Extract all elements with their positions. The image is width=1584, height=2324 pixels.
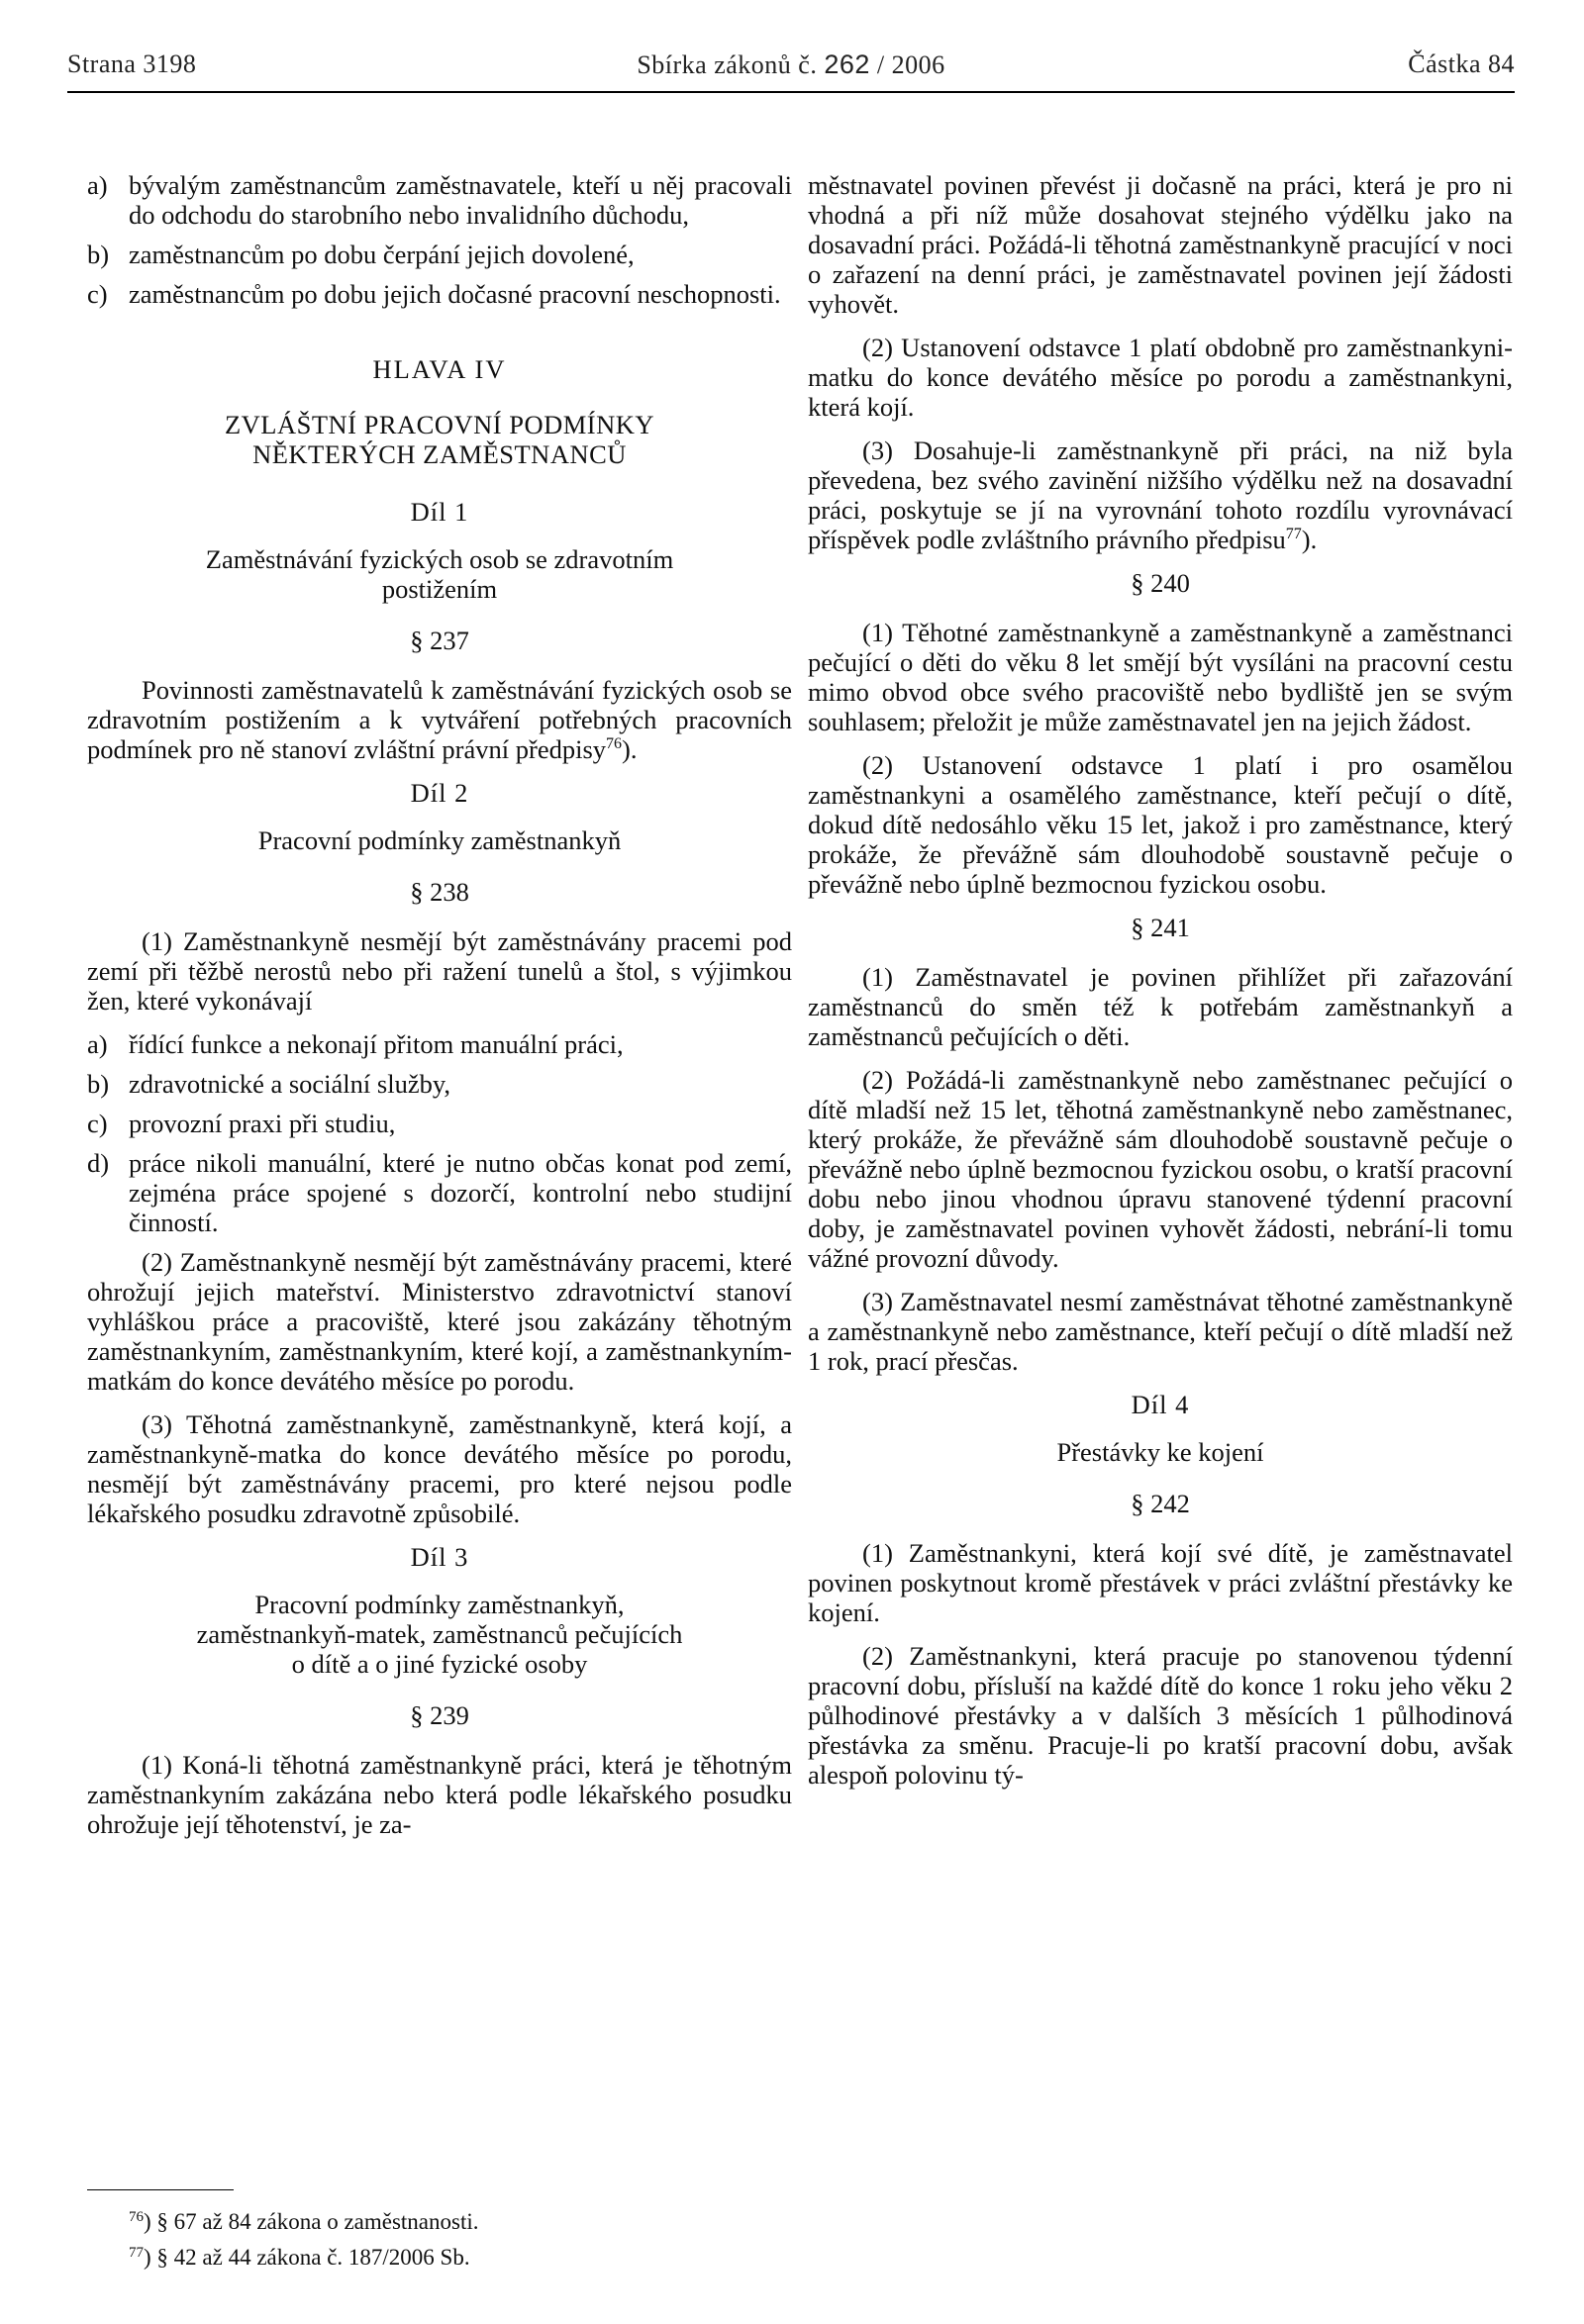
- list-item: [87, 1109, 792, 1138]
- footnote-rule: [87, 2189, 234, 2190]
- part-title: [87, 1590, 792, 1679]
- paragraph-end: ).: [622, 734, 638, 764]
- footnote-ref: 76: [606, 735, 623, 752]
- paragraph: [808, 436, 1513, 554]
- list-item-label: c): [87, 1109, 108, 1138]
- footnote: [129, 2245, 470, 2271]
- collection-number: 262: [824, 49, 870, 79]
- right-column: [808, 170, 1513, 1803]
- collection-year: / 2006: [876, 50, 945, 79]
- list-item-text: bývalým zaměstnancům zaměstnavatele, kteří u něj pracovali do odchodu do starobního nebo invalidního důchodu,: [129, 170, 792, 230]
- paragraph: (2) Požádá-li zaměstnankyně nebo zaměstnanec pečující o dítě mladší než 15 let, těhotná zaměstnankyně nebo zaměstnanec, který prokáže, že převážně sám dlouhodobě soustavně pečuje o převážně nebo úplně bezmocnou fyzickou osobu, o kratší pracovní dobu nebo jinou vhodnou úpravu stanovené týdenní pracovní doby, je zaměstnavatel povinen vyhovět žádosti, nebrání-li tomu vážné provozní důvody.: [808, 1065, 1513, 1273]
- part-title-line: Pracovní podmínky zaměstnankyň,: [254, 1590, 625, 1619]
- footnote-number: 76: [129, 2209, 144, 2225]
- section-heading: § 238: [410, 877, 469, 907]
- part-title-line: Zaměstnávání fyzických osob se zdravotním: [205, 544, 674, 574]
- paragraph: [87, 675, 792, 764]
- footnote-number: 77: [129, 2245, 144, 2261]
- list-item-label: b): [87, 240, 110, 269]
- paragraph: (1) Těhotné zaměstnankyně a zaměstnankyně a zaměstnanci pečující o děti do věku 8 let smějí být vysíláni na pracovní cestu mimo obvod obce svého pracoviště nebo bydliště jen se svým souhlasem; přeložit je může zaměstnavatel jen na jejich žádost.: [808, 618, 1513, 736]
- collection-title: [67, 49, 1515, 80]
- page-number: Strana 3198: [67, 49, 197, 78]
- list-item-text: zaměstnancům po dobu čerpání jejich dovolené,: [129, 240, 635, 269]
- paragraph: (2) Zaměstnankyně nesmějí být zaměstnávány pracemi, které ohrožují jejich mateřství. Ministerstvo zdravotnictví stanoví vyhláškou práce a pracoviště, které jsou zakázány těhotným zaměstnankyním, zaměstnankyním, které kojí, a zaměstnankyním-matkám do konce devátého měsíce po porodu.: [87, 1247, 792, 1396]
- section-heading: § 237: [410, 626, 469, 655]
- paragraph: (1) Zaměstnankyně nesmějí být zaměstnávány pracemi pod zemí při těžbě nerostů nebo při ražení tunelů a štol, s výjimkou žen, které vykonávají: [87, 926, 792, 1016]
- list-item: [87, 1029, 792, 1059]
- paragraph-text: (3) Dosahuje-li zaměstnankyně při práci, na niž byla převedena, bez svého zavinění nižšího výdělku než na dosavadní práci, poskytuje se jí na vyrovnání tohoto rozdílu vyrovnávací příspěvek podle zvláštního právního předpisu: [808, 436, 1513, 554]
- part-title: Přestávky ke kojení: [1056, 1437, 1264, 1467]
- footnote-text: ) § 42 až 44 zákona č. 187/2006 Sb.: [144, 2245, 470, 2270]
- paragraph: (3) Těhotná zaměstnankyně, zaměstnankyně, která kojí, a zaměstnankyně-matka do konce devátého měsíce po porodu, nesmějí být zaměstnávány pracemi, pro které nejsou podle lékařského posudku zdravotně způsobilé.: [87, 1409, 792, 1528]
- list-item-label: c): [87, 279, 108, 309]
- section-heading: § 240: [1131, 568, 1190, 598]
- part-heading: Díl 3: [410, 1542, 469, 1572]
- part-heading: Díl 1: [410, 497, 469, 527]
- list-item-label: a): [87, 1029, 108, 1059]
- chapter-heading: HLAVA IV: [372, 354, 507, 384]
- list-item-label: d): [87, 1148, 110, 1178]
- paragraph: (2) Ustanovení odstavce 1 platí obdobně pro zaměstnankyni-matku do konce devátého měsíce po porodu a zaměstnankyni, která kojí.: [808, 333, 1513, 422]
- list-item-text: řídící funkce a nekonají přitom manuální práci,: [129, 1029, 624, 1059]
- left-column: [87, 170, 792, 1853]
- footnote-ref: 77: [1285, 526, 1302, 542]
- paragraph: (1) Koná-li těhotná zaměstnankyně práci, která je těhotným zaměstnankyním zakázána nebo která podle lékařského posudku ohrožuje její těhotenství, je za-: [87, 1750, 792, 1839]
- paragraph: (2) Ustanovení odstavce 1 platí i pro osamělou zaměstnankyni a osamělého zaměstnance, kteří pečují o dítě, dokud dítě nedosáhlo věku 15 let, jakož i pro zaměstnance, který prokáže, že převážně sám dlouhodobě soustavně pečuje o převážně nebo úplně bezmocnou fyzickou osobu.: [808, 750, 1513, 899]
- part-heading: Díl 4: [1131, 1390, 1190, 1419]
- part-title-line: zaměstnankyň-matek, zaměstnanců pečujících: [196, 1619, 683, 1649]
- list-item: [87, 1148, 792, 1237]
- page-header: [67, 49, 1515, 89]
- part-title-line: o dítě a o jiné fyzické osoby: [291, 1649, 588, 1679]
- paragraph: (3) Zaměstnavatel nesmí zaměstnávat těhotné zaměstnankyně a zaměstnankyně nebo zaměstnance, kteří pečují o dítě mladší než 1 rok, prací přesčas.: [808, 1287, 1513, 1376]
- list-item-label: a): [87, 170, 108, 200]
- part-title: [87, 544, 792, 604]
- footnote-text: ) § 67 až 84 zákona o zaměstnanosti.: [144, 2209, 479, 2234]
- paragraph-continuation: městnavatel povinen převést ji dočasně na práci, která je pro ni vhodná a při níž může dosahovat stejného výdělku jako na dosavadní práci. Požádá-li těhotná zaměstnankyně pracující v noci o zařazení na denní práci, je zaměstnavatel povinen její žádosti vyhovět.: [808, 170, 1513, 319]
- section-heading: § 241: [1131, 913, 1190, 942]
- list-item-text: provozní praxi při studiu,: [129, 1109, 396, 1138]
- paragraph: (1) Zaměstnavatel je povinen přihlížet při zařazování zaměstnanců do směn též k potřebám zaměstnankyň a zaměstnanců pečujících o děti.: [808, 962, 1513, 1051]
- list-item: [87, 170, 792, 230]
- header-rule: [67, 91, 1515, 93]
- paragraph: (2) Zaměstnankyni, která pracuje po stanovenou týdenní pracovní dobu, přísluší na každé dítě do konce 1 roku jeho věku 2 půlhodinové přestávky a v dalších 3 měsících 1 půlhodinová přestávka za směnu. Pracuje-li po kratší pracovní dobu, avšak alespoň polovinu tý-: [808, 1641, 1513, 1790]
- paragraph-end: ).: [1301, 525, 1318, 554]
- part-heading: Díl 2: [410, 778, 469, 808]
- section-heading: § 242: [1131, 1489, 1190, 1518]
- list-item-text: zaměstnancům po dobu jejich dočasné pracovní neschopnosti.: [129, 279, 781, 309]
- part-title-line: postižením: [381, 574, 498, 604]
- footnote: [129, 2209, 479, 2235]
- part-title: Pracovní podmínky zaměstnankyň: [257, 825, 622, 855]
- chapter-title-line: NĚKTERÝCH ZAMĚSTNANCŮ: [252, 439, 627, 469]
- list-item-text: zdravotnické a sociální služby,: [129, 1069, 451, 1099]
- list-item: [87, 279, 792, 309]
- chapter-title: [87, 410, 792, 469]
- paragraph-text: Povinnosti zaměstnavatelů k zaměstnávání fyzických osob se zdravotním postižením a k vytváření potřebných pracovních podmínek pro ně stanoví zvláštní právní předpisy: [87, 675, 792, 764]
- list-item-text: práce nikoli manuální, které je nutno občas konat pod zemí, zejména práce spojené s dozorčí, kontrolní nebo studijní činností.: [129, 1148, 792, 1237]
- list-item: [87, 1069, 792, 1099]
- list-item-label: b): [87, 1069, 110, 1099]
- section-heading: § 239: [410, 1700, 469, 1730]
- collection-prefix: Sbírka zákonů č.: [637, 50, 818, 79]
- issue-part: Částka 84: [1408, 49, 1515, 78]
- chapter-title-line: ZVLÁŠTNÍ PRACOVNÍ PODMÍNKY: [224, 410, 655, 439]
- list-item: [87, 240, 792, 269]
- paragraph: (1) Zaměstnankyni, která kojí své dítě, je zaměstnavatel povinen poskytnout kromě přestávek v práci zvláštní přestávky ke kojení.: [808, 1538, 1513, 1627]
